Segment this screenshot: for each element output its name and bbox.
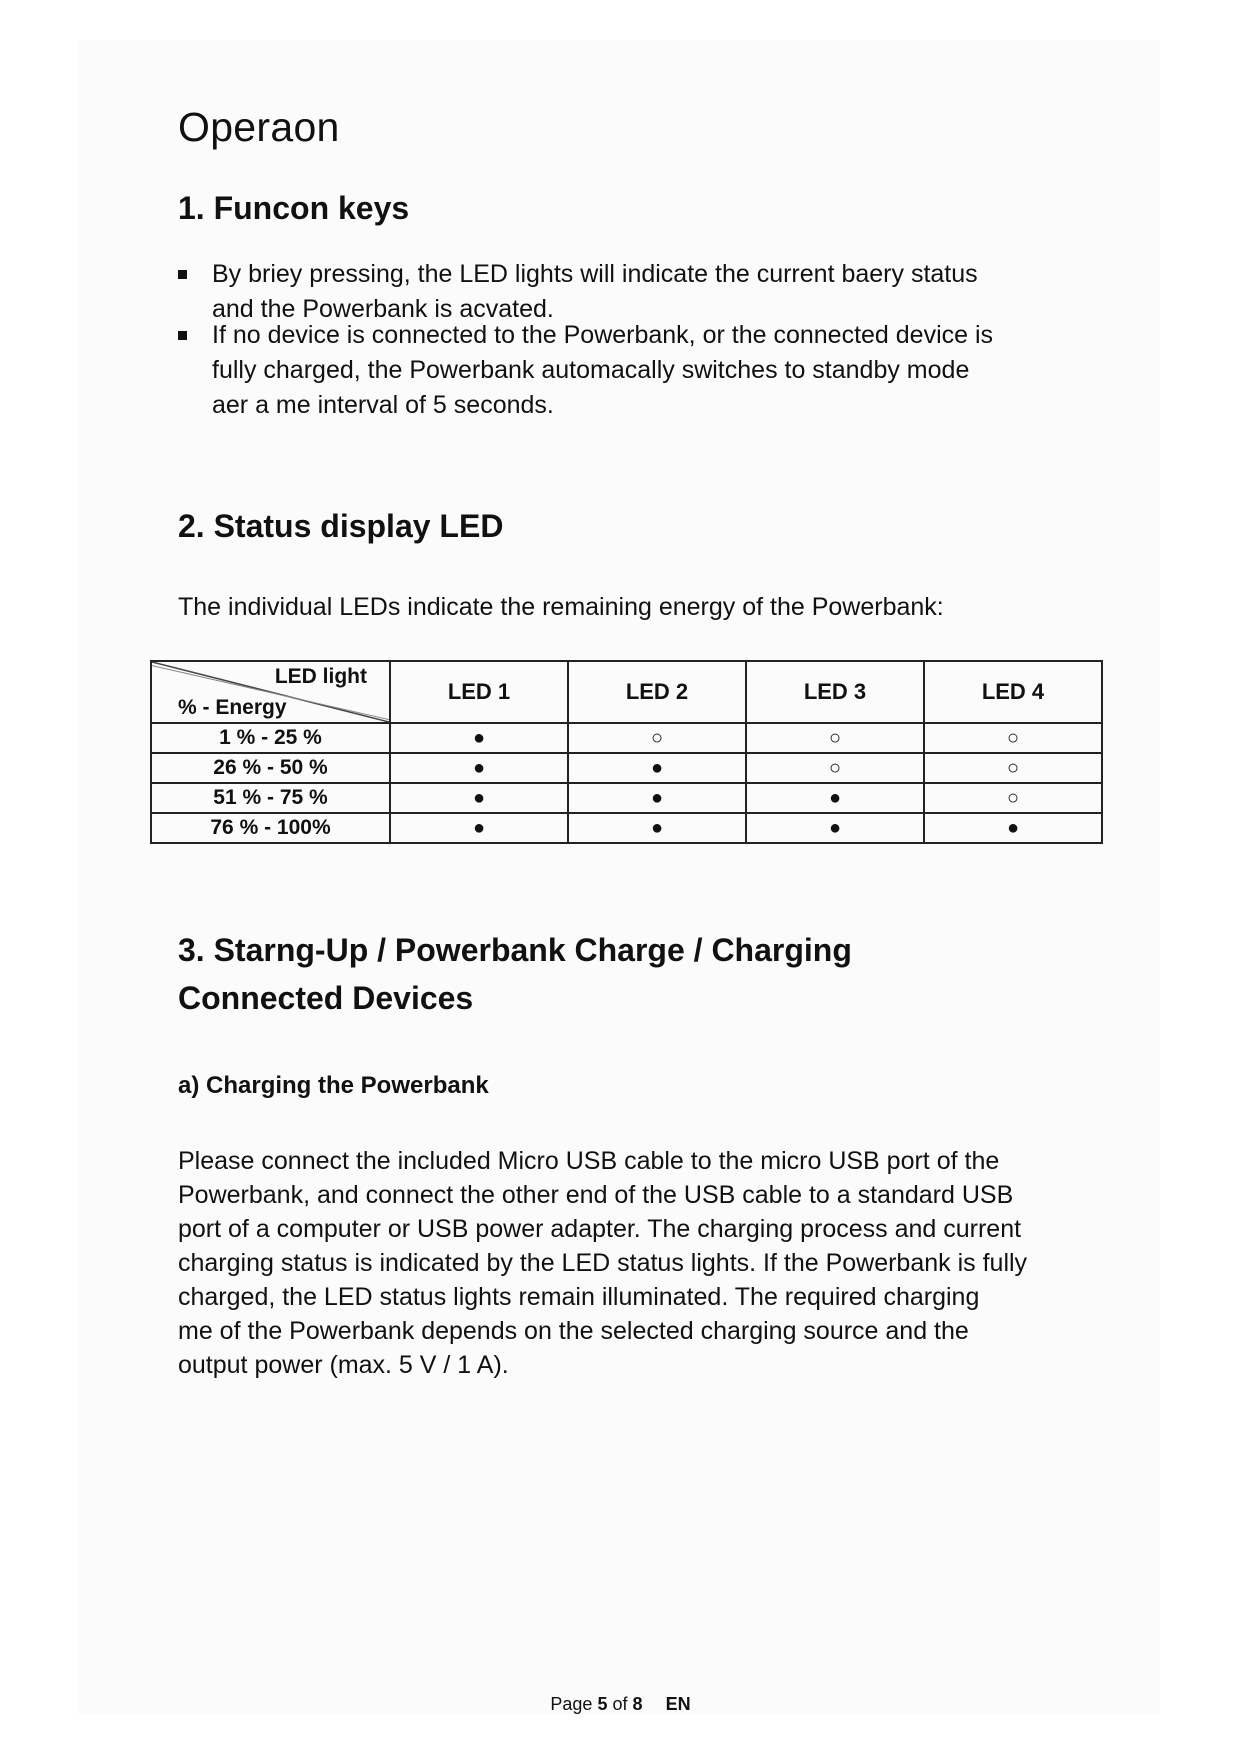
- section-1-heading: 1. Funcon keys: [178, 190, 410, 226]
- function-keys-list: [178, 257, 1078, 423]
- column-header-led-4: LED 4: [924, 661, 1102, 723]
- row-energy-label: 1 % - 25 %: [151, 723, 390, 753]
- column-header-led-1: LED 1: [390, 661, 568, 723]
- led-state-cell: ●: [746, 813, 924, 843]
- of-word: of: [612, 1694, 628, 1714]
- list-item-line: and the Powerbank is acvated.: [212, 295, 554, 323]
- page-word: Page: [550, 1694, 593, 1714]
- table-header-row: [151, 661, 1102, 723]
- led-state-cell: ●: [924, 813, 1102, 843]
- paragraph-line: port of a computer or USB power adapter. The charging process and current: [178, 1215, 1022, 1243]
- led-intro-text: The individual LEDs indicate the remaining energy of the Powerbank:: [178, 593, 944, 621]
- paragraph-line: output power (max. 5 V / 1 A).: [178, 1351, 509, 1379]
- led-state-cell: ○: [924, 723, 1102, 753]
- paragraph-line: Please connect the included Micro USB cable to the micro USB port of the: [178, 1147, 1000, 1175]
- page-number: 5: [597, 1694, 608, 1714]
- list-item: [178, 318, 1078, 423]
- row-energy-label: 51 % - 75 %: [151, 783, 390, 813]
- page-footer: [0, 1694, 1241, 1715]
- led-state-cell: ●: [390, 753, 568, 783]
- section-3-heading-line-2: Connected Devices: [178, 980, 474, 1016]
- language-code: EN: [665, 1694, 691, 1714]
- led-state-cell: ●: [390, 813, 568, 843]
- page-total: 8: [632, 1694, 643, 1714]
- table-corner-cell: [151, 661, 390, 723]
- table-row: [151, 783, 1102, 813]
- led-state-cell: ●: [568, 783, 746, 813]
- led-state-cell: ●: [746, 783, 924, 813]
- paragraph-line: Powerbank, and connect the other end of the USB cable to a standard USB: [178, 1181, 1014, 1209]
- column-header-led-3: LED 3: [746, 661, 924, 723]
- paragraph-line: me of the Powerbank depends on the selected charging source and the: [178, 1317, 969, 1345]
- section-2-heading: 2. Status display LED: [178, 508, 504, 544]
- table-row: [151, 753, 1102, 783]
- led-state-cell: ●: [390, 723, 568, 753]
- row-energy-label: 76 % - 100%: [151, 813, 390, 843]
- charging-subheading: a) Charging the Powerbank: [178, 1072, 489, 1099]
- page-title: Operaon: [178, 104, 340, 150]
- led-state-cell: ●: [568, 753, 746, 783]
- bullet-square-icon: [178, 331, 187, 340]
- table-row: [151, 813, 1102, 843]
- list-item-line: fully charged, the Powerbank automacally switches to standby mode: [212, 356, 970, 384]
- bullet-square-icon: [178, 270, 187, 279]
- led-state-cell: ●: [390, 783, 568, 813]
- list-item-line: By briey pressing, the LED lights will indicate the current baery status: [212, 260, 978, 288]
- list-item: [178, 257, 1078, 327]
- section-3-heading-line-1: 3. Starng-Up / Powerbank Charge / Charging: [178, 932, 852, 968]
- column-header-led-2: LED 2: [568, 661, 746, 723]
- led-state-cell: ○: [568, 723, 746, 753]
- list-item-line: If no device is connected to the Powerbank, or the connected device is: [212, 321, 994, 349]
- paragraph-line: charged, the LED status lights remain illuminated. The required charging: [178, 1283, 980, 1311]
- charging-paragraph: [178, 1144, 1108, 1382]
- led-status-table: [150, 660, 1103, 844]
- list-item-line: aer a me interval of 5 seconds.: [212, 391, 554, 419]
- led-state-cell: ○: [924, 753, 1102, 783]
- paragraph-line: charging status is indicated by the LED status lights. If the Powerbank is fully: [178, 1249, 1028, 1277]
- led-state-cell: ●: [568, 813, 746, 843]
- table-row: [151, 723, 1102, 753]
- led-state-cell: ○: [746, 723, 924, 753]
- corner-energy-label: % - Energy: [178, 696, 287, 719]
- led-state-cell: ○: [746, 753, 924, 783]
- corner-led-light-label: LED light: [274, 665, 367, 688]
- row-energy-label: 26 % - 50 %: [151, 753, 390, 783]
- led-state-cell: ○: [924, 783, 1102, 813]
